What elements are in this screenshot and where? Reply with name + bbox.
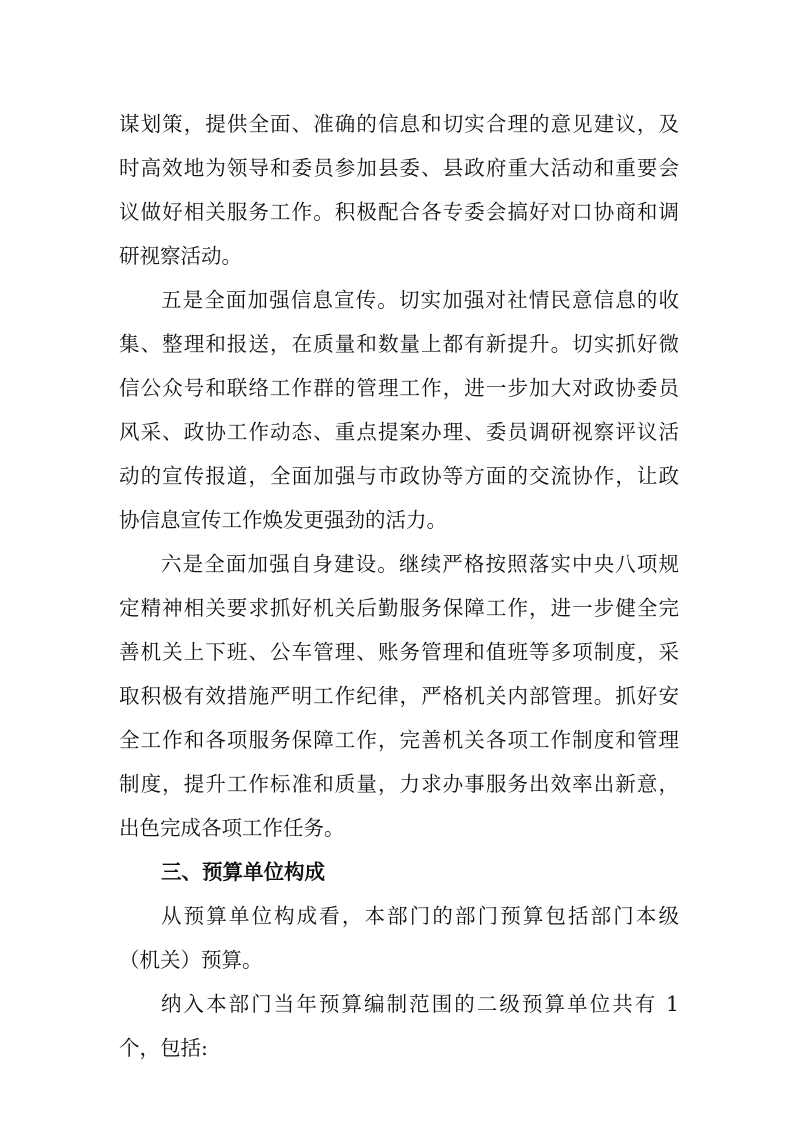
paragraph-line: 个，包括:: [119, 1036, 208, 1060]
paragraph-first-line: [161, 278, 679, 322]
paragraph-first-line: 从预算单位构成看，本部门的部门预算包括部门本级: [161, 904, 679, 928]
paragraph-lead-phrase: 六是全面加强自身建设。: [161, 552, 399, 576]
paragraph-line: 取积极有效措施严明工作纪律，严格机关内部管理。抓好安: [119, 684, 679, 708]
paragraph-line: 议做好相关服务工作。积极配合各专委会搞好对口协商和调: [119, 200, 679, 224]
paragraph-lead-phrase: 五是全面加强信息宣传。: [161, 288, 399, 312]
paragraph-text: 切实加强对社情民意信息的收: [398, 288, 679, 312]
paragraph-first-line: [161, 542, 679, 586]
paragraph-line: 全工作和各项服务保障工作，完善机关各项工作制度和管理: [119, 728, 679, 752]
paragraph-line: 动的宣传报道，全面加强与市政协等方面的交流协作，让政: [119, 464, 679, 488]
paragraph-line: 集、整理和报送，在质量和数量上都有新提升。切实抓好微: [119, 332, 679, 356]
paragraph-line: 谋划策，提供全面、准确的信息和切实合理的意见建议，及: [119, 112, 679, 136]
paragraph-line: 研视察活动。: [119, 244, 242, 268]
paragraph-line: 时高效地为领导和委员参加县委、县政府重大活动和重要会: [119, 156, 679, 180]
paragraph-text: 继续严格按照落实中央八项规: [398, 552, 679, 576]
paragraph-line: 信公众号和联络工作群的管理工作，进一步加大对政协委员: [119, 376, 679, 400]
paragraph-line: 善机关上下班、公车管理、账务管理和值班等多项制度，采: [119, 640, 679, 664]
paragraph-first-line: 纳入本部门当年预算编制范围的二级预算单位共有 1: [161, 992, 679, 1016]
section-heading: 三、预算单位构成: [161, 860, 325, 884]
paragraph-line: 出色完成各项工作任务。: [119, 816, 345, 840]
paragraph-line: 协信息宣传工作焕发更强劲的活力。: [119, 508, 447, 532]
paragraph-line: 制度，提升工作标准和质量，力求办事服务出效率出新意，: [119, 772, 679, 796]
paragraph-line: （机关）预算。: [119, 948, 263, 972]
paragraph-line: 风采、政协工作动态、重点提案办理、委员调研视察评议活: [119, 420, 679, 444]
paragraph-line: 定精神相关要求抓好机关后勤服务保障工作，进一步健全完: [119, 596, 679, 620]
